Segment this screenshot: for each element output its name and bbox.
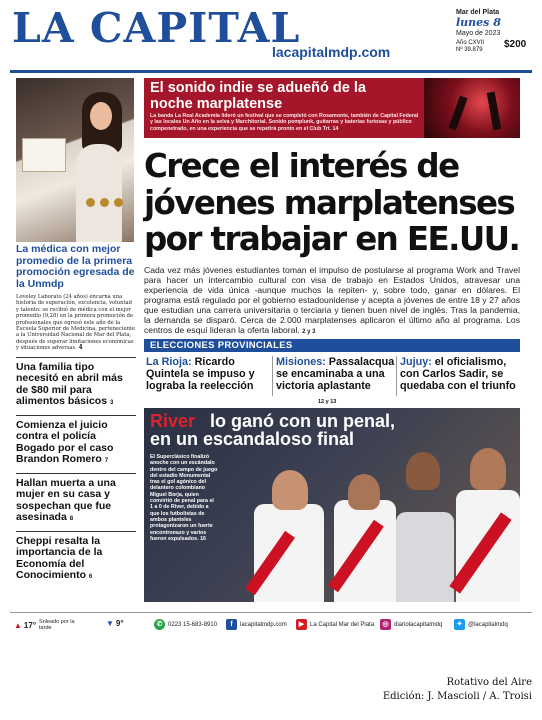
instagram-link[interactable] bbox=[380, 619, 442, 630]
whatsapp-contact[interactable] bbox=[154, 619, 217, 630]
election-text: Ricardo Quintela se impuso y lograba la reelección bbox=[146, 356, 255, 393]
medal-icon bbox=[114, 198, 123, 207]
city: Mar del Plata bbox=[456, 9, 500, 16]
player-head bbox=[406, 452, 440, 490]
instagram-icon: ◎ bbox=[380, 619, 391, 630]
newspaper-logo[interactable]: LA CAPITAL bbox=[12, 4, 301, 52]
player-shirt bbox=[396, 512, 454, 602]
river-title-red: River bbox=[150, 411, 196, 431]
youtube-icon: ▶ bbox=[296, 619, 307, 630]
footer-bar bbox=[10, 614, 532, 638]
river-caption-text: El Superclásico finalizó anoche con un escándalo dentro del campo de juego del estadio Monumental tras el gol agónico del delantero colombiano Miguel Borja, quien convirtió de penal para el 1 a 0 de River, debido a que los futbolistas de ambos planteles protagonizaron un fuerte encontronazo y varios fueron expulsados. bbox=[150, 454, 218, 542]
facebook-icon: f bbox=[226, 619, 237, 630]
brief-headline[interactable] bbox=[16, 420, 136, 468]
masthead bbox=[10, 6, 530, 70]
twitter-icon: ✦ bbox=[454, 619, 465, 630]
youtube-handle: La Capital Mar del Plata bbox=[310, 621, 375, 628]
issue-box bbox=[456, 40, 528, 58]
brief-text: Una familia tipo necesitó en abril más de $80 mil para alimentos básicos bbox=[16, 360, 123, 408]
facebook-link[interactable] bbox=[226, 619, 287, 630]
lead-headline-left[interactable]: La médica con mejor promedio de la primera promoción egresada de la Unmdp bbox=[16, 243, 135, 290]
river-title-line1: lo ganó con un penal, bbox=[210, 411, 396, 431]
election-text: el oficialismo, con Carlos Sadir, se quedaba con el triunfo bbox=[400, 356, 516, 393]
brief-text: Cheppi resalta la importancia de la Economía del Conocimiento bbox=[16, 534, 103, 582]
elections-bar bbox=[144, 339, 520, 352]
player-head bbox=[348, 474, 380, 510]
player-head bbox=[470, 448, 506, 490]
medal-icon bbox=[86, 198, 95, 207]
temp-min: 9° bbox=[115, 619, 124, 628]
footer-rule bbox=[10, 612, 532, 613]
arrow-up-icon: ▲ bbox=[14, 620, 22, 630]
page-ref: 8 bbox=[69, 516, 74, 523]
brief-text: Hallan muerta a una mujer en su casa y sospechan que fue asesinada bbox=[16, 476, 116, 524]
face-shape bbox=[90, 102, 112, 130]
issue-number: Nº 39.879 bbox=[456, 47, 483, 53]
diploma-image bbox=[22, 138, 66, 172]
lead-body-left bbox=[16, 294, 136, 352]
instagram-handle: diariolacapitalmdq bbox=[394, 621, 443, 628]
election-place: Misiones: bbox=[276, 356, 326, 368]
brief-text: Comienza el juicio contra el policía Bogado por el caso Brandon Romero bbox=[16, 418, 114, 466]
lead-body-text: Loveley Laborato (24 años) encarna una historia de superación, excelencia, voluntad y talento: se recibió de médica con el mejor promedio (9,28) en la primera promoción de profesionales que egresó este año de la Escuela Superior de Medicina, perteneciente a la Universidad Nacional de Mar del Plata, después de superar limitaciones económicas y situaciones adversas. bbox=[16, 294, 136, 352]
election-text: Passalacqua se encaminaba a una victoria aplastante bbox=[276, 356, 395, 393]
page-ref: 7 bbox=[104, 458, 109, 465]
divider bbox=[16, 415, 136, 416]
indie-body: La banda La Real Academia lideró un festival que se completó con Rosamonte, también de Capital Federal y las locales Un Año en la selva y Marchitorial. Sonido pomplunk, guitarras y baterías furiosas y público compenetrado, en una experiencia que se repetirá pronto en el Club Trt. 14 bbox=[150, 113, 419, 132]
player-head bbox=[272, 470, 308, 510]
main-headline[interactable]: Crece el interés de jóvenes marplatenses por trabajar en EE.UU. bbox=[144, 147, 520, 258]
credit-line-2: Edición: J. Mascioli / A. Troisi bbox=[382, 691, 532, 702]
weather-min bbox=[106, 619, 124, 628]
facebook-handle: lacapitalmdp.com bbox=[240, 621, 287, 628]
weather-note: Soleado por la tarde bbox=[39, 619, 75, 631]
guitar-shape bbox=[448, 96, 467, 131]
price: $200 bbox=[504, 39, 527, 50]
divider bbox=[272, 356, 273, 396]
edition-credit bbox=[383, 676, 532, 704]
medal-icon bbox=[100, 198, 109, 207]
page-ref: 12 y 13 bbox=[318, 399, 337, 405]
indie-banner[interactable] bbox=[144, 78, 520, 138]
twitter-handle: @lacapitalmdq bbox=[468, 621, 508, 628]
graduate-photo[interactable] bbox=[16, 78, 134, 242]
river-photo-story[interactable] bbox=[144, 408, 520, 602]
brief-headline[interactable] bbox=[16, 478, 136, 526]
whatsapp-icon: ✆ bbox=[154, 619, 165, 630]
main-lead-text: Cada vez más jóvenes estudiantes toman el impulso de postularse al programa Work and Travel para hacer un intercambio cultural con visa de trabajo en Estados Unidos, atravesar una experiencia de vida única -aunque muchos la repiten- y, sobre todo, ganar en dólares. El programa está regulado por el gobierno estadounidense y acepta a jóvenes de entre 18 y 27 años que estudian una carrera universitaria o terciaria y tienen buen nivel de inglés. Tras la pandemia, la demanda se disparó. Cerca de 2.000 marplatenses aplicaron el último año al programa. Los centros de esquí lideran la oferta laboral. bbox=[144, 265, 520, 335]
river-title-line2: en un escandaloso final bbox=[150, 429, 355, 449]
date-box bbox=[456, 8, 526, 38]
left-column bbox=[16, 244, 136, 584]
temp-max: 17° bbox=[23, 620, 37, 630]
elections-label: ELECCIONES PROVINCIALES bbox=[150, 340, 293, 351]
issue-year: Año CXVII bbox=[456, 40, 485, 46]
brief-headline[interactable] bbox=[16, 536, 136, 584]
arrow-down-icon: ▼ bbox=[106, 619, 114, 628]
player-shirt bbox=[254, 504, 324, 602]
guitar-shape bbox=[487, 92, 501, 131]
phone-number: 0223 15-683-8910 bbox=[168, 621, 218, 628]
page-ref: 4 bbox=[78, 344, 83, 352]
election-item-jujuy[interactable] bbox=[400, 356, 522, 393]
election-place: La Rioja: bbox=[146, 356, 192, 368]
brief-headline[interactable] bbox=[16, 362, 136, 410]
divider bbox=[396, 356, 397, 396]
site-url[interactable]: lacapitalmdp.com bbox=[272, 44, 391, 60]
twitter-link[interactable] bbox=[454, 619, 508, 630]
page-ref: 6 bbox=[88, 574, 93, 581]
election-item-la-rioja[interactable] bbox=[146, 356, 268, 393]
page-ref: 16 bbox=[200, 535, 206, 542]
masthead-rule bbox=[10, 70, 532, 73]
weekday: lunes 8 bbox=[456, 16, 501, 29]
main-lead bbox=[144, 265, 520, 337]
credit-line-1: Rotativo del Aire bbox=[446, 677, 532, 688]
election-place: Jujuy: bbox=[400, 356, 432, 368]
page-ref: 3 bbox=[109, 400, 114, 407]
dress-shape bbox=[76, 144, 122, 242]
weather-max bbox=[14, 619, 85, 631]
divider bbox=[16, 473, 136, 474]
river-caption bbox=[150, 454, 218, 542]
concert-photo bbox=[424, 78, 520, 138]
page-ref: 2 y 3 bbox=[302, 329, 316, 335]
divider bbox=[16, 531, 136, 532]
indie-title: El sonido indie se adueñó de la noche marplatense bbox=[150, 80, 366, 112]
divider bbox=[16, 357, 136, 358]
election-item-misiones[interactable] bbox=[276, 356, 398, 393]
date: Mayo de 2023 bbox=[456, 30, 501, 37]
youtube-link[interactable] bbox=[296, 619, 374, 630]
